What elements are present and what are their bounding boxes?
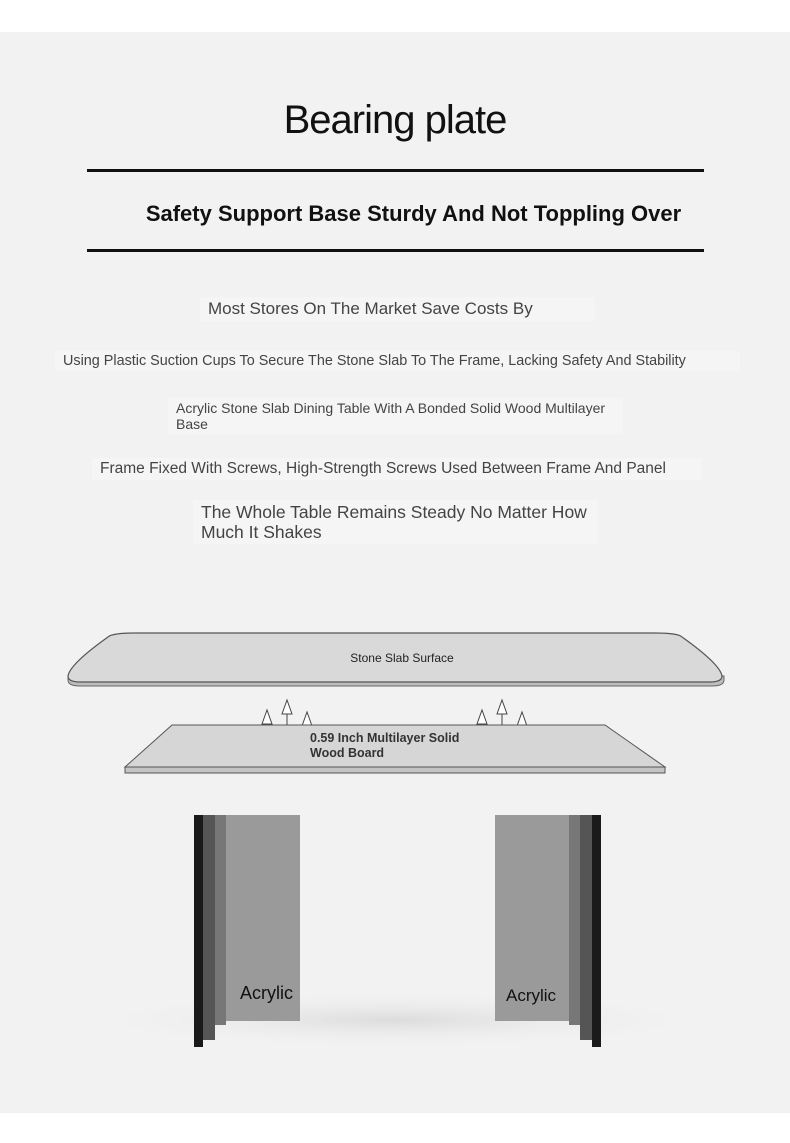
right-leg-label: Acrylic xyxy=(506,986,557,1005)
stone-slab-label: Stone Slab Surface xyxy=(350,651,454,665)
description-line-1: Most Stores On The Market Save Costs By xyxy=(200,297,595,321)
left-acrylic-leg xyxy=(194,815,300,1047)
right-acrylic-leg xyxy=(495,815,601,1047)
description-line-3: Acrylic Stone Slab Dining Table With A Bonded Solid Wood Multilayer Base xyxy=(168,398,623,434)
page-title: Bearing plate xyxy=(283,98,507,142)
page-subtitle: Safety Support Base Sturdy And Not Toppling Over xyxy=(145,201,682,226)
description-line-5: The Whole Table Remains Steady No Matter How Much It Shakes xyxy=(193,500,598,544)
wood-board-label: 0.59 Inch Multilayer Solid Wood Board xyxy=(310,731,460,760)
left-leg-label: Acrylic xyxy=(240,983,293,1003)
description-line-2: Using Plastic Suction Cups To Secure The Stone Slab To The Frame, Lacking Safety And Stability xyxy=(55,351,740,371)
description-line-4: Frame Fixed With Screws, High-Strength Screws Used Between Frame And Panel xyxy=(92,458,702,480)
floor-shadow xyxy=(65,990,725,1050)
